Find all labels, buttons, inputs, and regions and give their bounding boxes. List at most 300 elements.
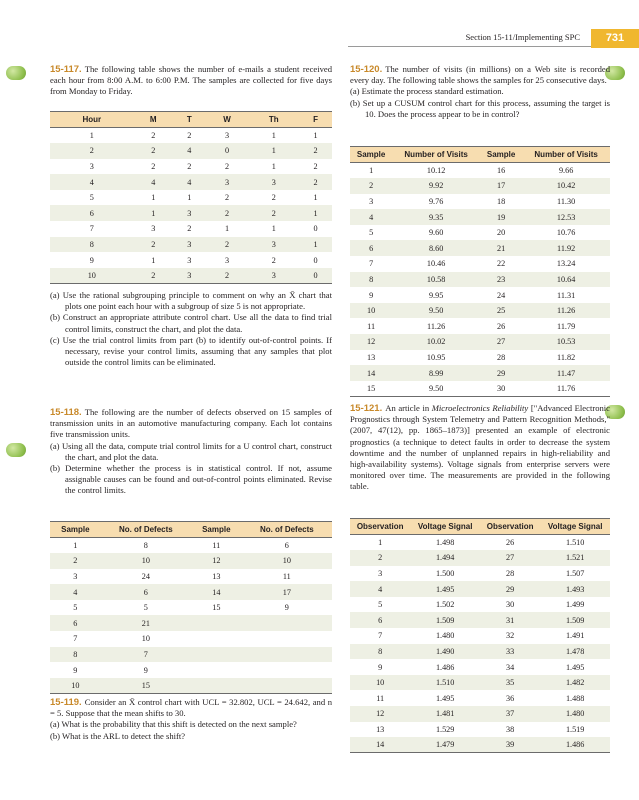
table-row: [50, 615, 332, 631]
table-cell: 4: [350, 209, 392, 225]
table-row: [50, 252, 332, 268]
table-cell: 2: [50, 553, 101, 569]
table-row: [50, 128, 332, 144]
table-cell: 1: [248, 143, 299, 159]
table-row: [350, 566, 610, 582]
exercise-intro: 15-119. Consider an X̄ control chart with UCL = 32.802, UCL = 24.642, and n = 5. Suppose that the mean shifts to 30.: [50, 697, 332, 719]
table-cell: 6: [50, 615, 101, 631]
table-row: [350, 272, 610, 288]
table-cell: 9: [89, 255, 94, 265]
defects-table: [50, 521, 332, 694]
table-cell: 11.31: [557, 290, 576, 300]
table-cell: 4: [50, 584, 101, 600]
table-cell: 10.46: [426, 259, 446, 269]
table-row: [350, 628, 610, 644]
table-cell: 15: [350, 381, 392, 397]
table-cell: 29: [480, 365, 522, 381]
table-cell: 35: [480, 675, 540, 691]
table-cell: 39: [480, 737, 540, 753]
table-cell: 2: [224, 161, 230, 171]
table-cell: 13: [212, 571, 221, 581]
table-cell: 1.510: [565, 538, 585, 548]
table-cell: 4: [50, 174, 134, 190]
table-cell: 1: [151, 255, 156, 265]
table-row: [350, 240, 610, 256]
table-cell: 11.92: [522, 240, 610, 256]
table-cell: 8: [350, 272, 392, 288]
table-cell: 9.50: [392, 381, 480, 397]
table-row: [350, 597, 610, 613]
table-cell: 5: [73, 603, 78, 613]
table-cell: 11.47: [522, 365, 610, 381]
table-cell: 0: [206, 143, 249, 159]
table-row: [350, 194, 610, 210]
table-cell: 21: [101, 615, 191, 631]
table-cell: 29: [480, 581, 540, 597]
table-cell: 10.02: [392, 334, 480, 350]
table-cell: 15: [101, 678, 191, 694]
exercise-15-119: [50, 697, 332, 742]
table-cell: 1: [271, 224, 276, 234]
table-cell: 2: [134, 268, 173, 284]
table-cell: 1.486: [435, 662, 455, 672]
table-cell: 1: [271, 161, 276, 171]
visits-table: [350, 146, 610, 397]
table-cell: 5: [143, 603, 148, 613]
table-cell: 2: [134, 143, 173, 159]
page-number: 731: [591, 29, 639, 48]
table-cell: [242, 678, 332, 694]
table-cell: 0: [313, 255, 318, 265]
table-row: [50, 631, 332, 647]
exercise-number: 15-118.: [50, 407, 82, 418]
table-row: [50, 205, 332, 221]
table-cell: 19: [480, 209, 522, 225]
table-cell: 16: [497, 166, 506, 176]
table-cell: 9: [369, 290, 374, 300]
table-cell: 21: [480, 240, 522, 256]
table-cell: 34: [506, 662, 515, 672]
table-row: [50, 237, 332, 253]
column-header: Sample: [191, 522, 242, 538]
table-cell: 1.479: [410, 737, 480, 753]
table-cell: 1: [151, 193, 156, 203]
column-header: Number of Visits: [392, 147, 480, 163]
table-cell: 11.26: [427, 321, 446, 331]
table-cell: 9: [378, 662, 383, 672]
table-row: [50, 190, 332, 206]
table-header-row: [350, 519, 610, 535]
table-cell: 0: [313, 224, 318, 234]
table-cell: [191, 678, 242, 694]
table-cell: 13: [376, 724, 385, 734]
table-cell: 8: [350, 644, 410, 660]
table-cell: 9: [73, 665, 78, 675]
exercise-marker-icon: [6, 66, 26, 80]
table-cell: 11.30: [557, 196, 576, 206]
table-cell: 1: [313, 131, 318, 141]
table-row: [350, 690, 610, 706]
table-cell: 1.490: [410, 644, 480, 660]
table-cell: 14: [350, 365, 392, 381]
table-row: [50, 647, 332, 663]
table-cell: [191, 647, 242, 663]
table-cell: 9: [143, 665, 148, 675]
table-cell: 10.64: [522, 272, 610, 288]
header-rule: [348, 46, 591, 47]
table-header-row: [50, 112, 332, 128]
table-cell: 9.95: [428, 290, 444, 300]
table-cell: 1.493: [540, 581, 610, 597]
table-cell: 11.76: [522, 381, 610, 397]
table-row: [350, 381, 610, 397]
table-cell: 2: [187, 131, 192, 141]
exercise-marker-icon: [6, 443, 26, 457]
table-cell: 3: [369, 196, 374, 206]
table-row: [350, 644, 610, 660]
table-cell: 2: [187, 224, 192, 234]
exercise-15-118: [50, 407, 332, 497]
table-cell: 2: [350, 178, 392, 194]
defects-table-wrap: [50, 521, 332, 694]
table-row: [350, 287, 610, 303]
parts-list: [50, 719, 332, 741]
column-header: No. of Defects: [101, 522, 191, 538]
table-cell: 11.82: [557, 352, 576, 362]
part-item: (a) What is the probability that this shift is detected on the next sample?: [50, 719, 297, 730]
exercise-15-121: [350, 403, 610, 493]
table-cell: 2: [299, 174, 332, 190]
table-cell: [242, 647, 332, 663]
column-header: Sample: [350, 147, 392, 163]
table-cell: 14: [350, 737, 410, 753]
table-cell: 1: [224, 224, 230, 234]
table-cell: 4: [134, 174, 173, 190]
exercise-intro: 15-118. The following are the number of defects observed on 15 samples of transmission units in an automotive manufacturing company. Each lot contains five transmission units.: [50, 407, 332, 440]
table-cell: [242, 662, 332, 678]
table-cell: 10.76: [556, 228, 576, 238]
parts-list: [50, 290, 332, 368]
table-header-row: [350, 147, 610, 163]
column-header: Voltage Signal: [540, 519, 610, 535]
table-cell: 13: [367, 352, 376, 362]
table-row: [350, 256, 610, 272]
table-cell: 30: [480, 381, 522, 397]
table-row: [350, 318, 610, 334]
table-cell: 1.510: [410, 675, 480, 691]
exercise-intro: 15-121. An article in Microelectronics Reliability ["Advanced Electronic Prognostics through System Telemetry and Pattern Recognition Methods," (2007, 47(12), pp. 1865–1873)] presented an example of electronic prognostics (a technique to detect faults in order to decrease the system downtime and the number of unplanned repairs in high-reliability and high-availability systems). Voltage signals from enterprise servers were monitored over time. The measurements are provided in the following table.: [350, 403, 610, 492]
table-cell: 5: [89, 193, 94, 203]
table-cell: 1.481: [410, 706, 480, 722]
column-header: Observation: [480, 519, 540, 535]
table-cell: 32: [506, 631, 515, 641]
table-cell: 12: [350, 334, 392, 350]
table-row: [350, 225, 610, 241]
exercise-intro: 15-120. The number of visits (in millions) on a Web site is recorded every day. The following table shows the samples for 25 consecutive days.: [350, 64, 610, 86]
table-cell: 8: [143, 541, 148, 551]
column-header: Sample: [50, 522, 101, 538]
exercise-number: 15-119.: [50, 697, 82, 708]
table-cell: 23: [480, 272, 522, 288]
table-row: [50, 268, 332, 284]
table-cell: 3: [206, 174, 249, 190]
table-cell: 25: [480, 303, 522, 319]
table-cell: 1.509: [540, 612, 610, 628]
table-cell: 20: [497, 228, 506, 238]
table-cell: 1: [89, 131, 94, 141]
table-cell: 10: [50, 678, 101, 694]
exercise-number: 15-117.: [50, 64, 82, 75]
table-row: [350, 581, 610, 597]
table-cell: 11.79: [557, 321, 576, 331]
table-row: [350, 737, 610, 753]
table-row: [50, 538, 332, 554]
table-cell: 6: [50, 205, 134, 221]
table-cell: 9.76: [428, 196, 444, 206]
table-cell: 1.521: [540, 550, 610, 566]
table-cell: 2: [206, 268, 249, 284]
exercise-15-117: [50, 64, 332, 98]
table-row: [50, 584, 332, 600]
part-item: (b) Construct an appropriate attribute control chart. Use all the data to find trial control limits, construct the chart, and plot the data.: [50, 312, 332, 334]
table-cell: 11.26: [522, 303, 610, 319]
table-row: [350, 722, 610, 738]
column-header: Th: [248, 112, 299, 128]
table-cell: 12: [350, 706, 410, 722]
table-cell: 4: [350, 581, 410, 597]
running-title: Section 15-11/Implementing SPC: [465, 32, 580, 42]
table-cell: 2: [206, 205, 249, 221]
table-cell: 1.502: [435, 600, 455, 610]
table-row: [350, 706, 610, 722]
table-cell: 1.488: [565, 693, 585, 703]
table-cell: 3: [248, 237, 299, 253]
table-cell: [242, 631, 332, 647]
table-cell: 27: [480, 550, 540, 566]
column-header: Hour: [50, 112, 134, 128]
voltage-table: [350, 518, 610, 753]
table-cell: 18: [497, 196, 506, 206]
table-cell: 1.529: [435, 724, 455, 734]
table-cell: 1: [299, 237, 332, 253]
table-cell: 1.482: [540, 675, 610, 691]
table-cell: 1.509: [410, 612, 480, 628]
table-cell: 10: [350, 675, 410, 691]
table-cell: 2: [224, 193, 230, 203]
table-cell: 3: [173, 205, 206, 221]
part-item: (c) Use the trial control limits from part (b) to identify out-of-control points. If necessary, revise your control limits, assuming that any samples that plot outside the control limits can be eliminated.: [50, 334, 332, 368]
table-cell: 2: [271, 193, 276, 203]
part-item: (b) What is the ARL to detect the shift?: [50, 730, 186, 741]
table-cell: 22: [497, 259, 506, 269]
table-cell: 1.478: [540, 644, 610, 660]
table-cell: 9.92: [392, 178, 480, 194]
table-cell: 3: [73, 571, 78, 581]
table-cell: 6: [101, 584, 191, 600]
parts-list: [50, 441, 332, 497]
table-cell: 2: [50, 143, 134, 159]
table-cell: 8.60: [392, 240, 480, 256]
table-cell: 13.24: [556, 259, 576, 269]
table-row: [350, 659, 610, 675]
table-cell: 10: [101, 553, 191, 569]
table-cell: 9.35: [392, 209, 480, 225]
table-cell: 3: [378, 568, 383, 578]
table-cell: 7: [73, 634, 78, 644]
table-cell: 1.480: [540, 706, 610, 722]
table-cell: 2: [271, 255, 276, 265]
table-cell: 8.99: [392, 365, 480, 381]
table-cell: 6: [284, 541, 289, 551]
column-header: T: [173, 112, 206, 128]
table-cell: 28: [506, 568, 515, 578]
table-cell: 11: [376, 693, 385, 703]
table-row: [50, 143, 332, 159]
table-cell: 9.60: [428, 228, 444, 238]
table-cell: 26: [506, 538, 515, 548]
table-cell: 1.507: [565, 568, 585, 578]
table-cell: 2: [134, 237, 173, 253]
table-row: [50, 569, 332, 585]
part-item: (a) Use the rational subgrouping principle to comment on why an X̄ chart that plots one point each hour with a subgroup of size 5 is not appropriate.: [50, 290, 332, 312]
table-cell: 12.53: [522, 209, 610, 225]
table-cell: 11: [282, 571, 291, 581]
table-cell: 12: [191, 553, 242, 569]
table-cell: 3: [173, 237, 206, 253]
table-cell: 7: [369, 259, 374, 269]
table-cell: 1: [73, 541, 78, 551]
table-cell: [191, 615, 242, 631]
table-row: [350, 350, 610, 366]
table-cell: 10: [50, 268, 134, 284]
table-cell: 1: [187, 193, 192, 203]
column-header: Observation: [350, 519, 410, 535]
table-row: [50, 678, 332, 694]
exercise-15-120: [350, 64, 610, 120]
table-row: [350, 303, 610, 319]
table-cell: 28: [497, 352, 506, 362]
table-cell: 1.500: [435, 568, 455, 578]
table-cell: 24: [141, 571, 150, 581]
table-cell: 7: [101, 647, 191, 663]
table-cell: 24: [497, 290, 506, 300]
part-item: (b) Set up a CUSUM control chart for this process, assuming the target is 10. Does the process appear to be in control?: [350, 97, 610, 119]
table-row: [350, 550, 610, 566]
table-cell: 10.53: [522, 334, 610, 350]
table-cell: 1.491: [565, 631, 585, 641]
table-cell: 10.42: [522, 178, 610, 194]
table-cell: 8: [50, 647, 101, 663]
table-cell: 15: [212, 603, 221, 613]
table-cell: 6: [350, 240, 392, 256]
exercise-15-117-parts: [50, 290, 332, 368]
table-cell: 10: [242, 553, 332, 569]
table-row: [350, 675, 610, 691]
table-row: [350, 334, 610, 350]
table-header-row: [50, 522, 332, 538]
page-header: [0, 29, 639, 49]
table-cell: 26: [497, 321, 506, 331]
column-header: Number of Visits: [522, 147, 610, 163]
table-cell: 9.50: [392, 303, 480, 319]
column-header: Voltage Signal: [410, 519, 480, 535]
table-cell: 2: [206, 237, 249, 253]
table-cell: 11: [212, 541, 221, 551]
table-cell: 8: [50, 237, 134, 253]
table-row: [350, 612, 610, 628]
table-cell: 31: [480, 612, 540, 628]
table-cell: 1: [134, 205, 173, 221]
table-row: [50, 174, 332, 190]
part-item: (a) Estimate the process standard estimation.: [350, 86, 504, 97]
table-cell: 27: [480, 334, 522, 350]
table-cell: 6: [350, 612, 410, 628]
table-cell: 3: [224, 255, 230, 265]
visits-table-wrap: [350, 146, 610, 397]
exercise-number: 15-121.: [350, 403, 383, 414]
table-cell: 2: [151, 161, 156, 171]
table-cell: 1.494: [410, 550, 480, 566]
table-row: [50, 221, 332, 237]
table-cell: 2: [299, 143, 332, 159]
table-row: [350, 163, 610, 179]
table-cell: 1: [271, 131, 276, 141]
table-cell: 10.95: [426, 352, 446, 362]
table-cell: 1.486: [540, 737, 610, 753]
table-cell: 1.495: [435, 693, 455, 703]
table-cell: 10: [141, 634, 150, 644]
table-cell: 1.499: [565, 600, 585, 610]
part-item: (b) Determine whether the process is in statistical control. If not, assume assignable causes can be found and out-of-control points eliminated. Revise the control limits.: [50, 463, 332, 496]
table-cell: 1.519: [565, 724, 585, 734]
table-cell: 3: [173, 268, 206, 284]
table-cell: 4: [173, 143, 206, 159]
table-cell: 7: [89, 224, 94, 234]
table-cell: 11: [367, 321, 376, 331]
table-cell: 3: [248, 268, 299, 284]
journal-name: Microelectronics Reliability: [431, 403, 529, 413]
table-cell: [242, 615, 332, 631]
table-cell: 1: [313, 193, 318, 203]
table-cell: 1.480: [435, 631, 455, 641]
table-cell: 17: [242, 584, 332, 600]
table-cell: 4: [173, 174, 206, 190]
column-header: W: [206, 112, 249, 128]
table-cell: 1.498: [435, 538, 455, 548]
table-cell: 0: [299, 268, 332, 284]
table-cell: 2: [151, 131, 156, 141]
table-cell: 3: [89, 161, 94, 171]
table-cell: [191, 662, 242, 678]
table-cell: 2: [248, 205, 299, 221]
table-cell: 10.12: [426, 166, 446, 176]
table-row: [350, 365, 610, 381]
table-cell: 37: [480, 706, 540, 722]
table-cell: 9.66: [558, 166, 574, 176]
emails-table: [50, 111, 332, 284]
table-cell: 2: [350, 550, 410, 566]
table-cell: 10: [350, 303, 392, 319]
table-cell: 5: [378, 600, 383, 610]
table-cell: 1.495: [410, 581, 480, 597]
part-item: (a) Using all the data, compute trial control limits for a U control chart, construct the chart, and plot the data.: [50, 440, 332, 462]
table-cell: 1.495: [565, 662, 585, 672]
table-cell: 1: [299, 205, 332, 221]
table-cell: 7: [378, 631, 383, 641]
table-cell: 2: [313, 161, 318, 171]
table-cell: 5: [369, 228, 374, 238]
exercise-number: 15-120.: [350, 64, 383, 75]
